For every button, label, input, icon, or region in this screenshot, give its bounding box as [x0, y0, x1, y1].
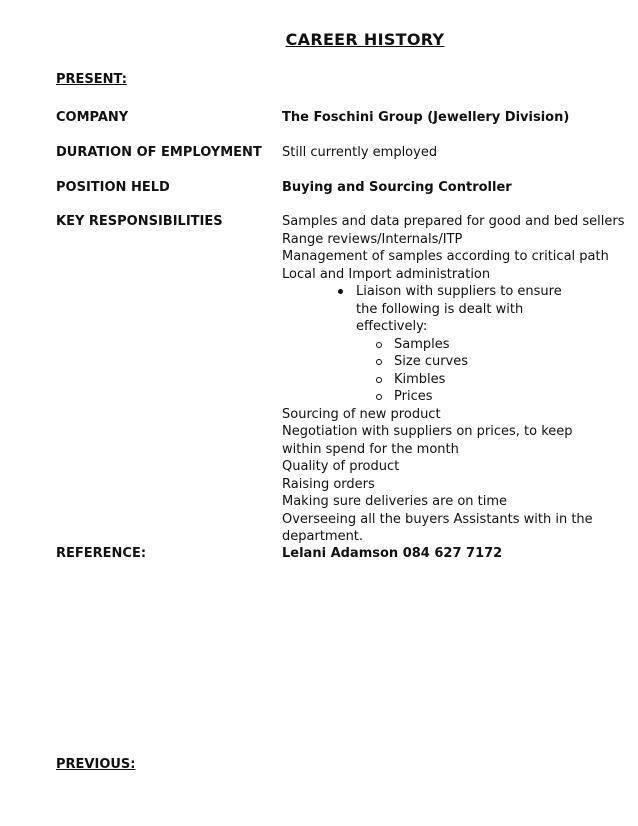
sub-item-text: Size curves: [394, 354, 469, 369]
responsibility-item: Local and Import administration: [282, 266, 491, 282]
sub-item: [374, 388, 602, 406]
reference-label: REFERENCE:: [56, 546, 147, 561]
bullet-dot-icon: [338, 289, 343, 294]
responsibility-item: Quality of product: [282, 459, 400, 474]
sub-item: [374, 336, 602, 354]
responsibility-item: Sourcing of new product: [282, 406, 441, 422]
responsibility-item: Management of samples according to critical path: [282, 249, 609, 264]
bullet-text: Liaison with suppliers to ensure the following is dealt with effectively:: [356, 284, 562, 334]
bullet-item: [338, 283, 586, 336]
position-value: Buying and Sourcing Controller: [282, 180, 512, 195]
sub-item-text: Kimbles: [394, 371, 446, 387]
circle-bullet-icon: [376, 342, 382, 348]
page-title: CAREER HISTORY: [285, 30, 445, 49]
circle-bullet-icon: [376, 359, 382, 365]
responsibility-item: Making sure deliveries are on time: [282, 494, 508, 509]
duration-label: DURATION OF EMPLOYMENT: [56, 145, 262, 160]
responsibility-item: Range reviews/Internals/ITP: [282, 231, 463, 247]
previous-heading: PREVIOUS:: [56, 757, 136, 772]
company-label: COMPANY: [56, 110, 129, 125]
present-heading: PRESENT:: [56, 72, 127, 87]
circle-bullet-icon: [376, 394, 382, 400]
responsibility-item: Overseeing all the buyers Assistants with in the department.: [282, 511, 593, 544]
duration-value: Still currently employed: [282, 145, 438, 160]
company-value: The Foschini Group (Jewellery Division): [282, 110, 570, 125]
sub-item-text: Samples: [394, 336, 450, 352]
responsibilities-label: KEY RESPONSIBILITIES: [56, 214, 223, 229]
responsibility-item: Raising orders: [282, 476, 375, 492]
position-label: POSITION HELD: [56, 180, 170, 195]
sub-item: [374, 353, 602, 371]
circle-bullet-icon: [376, 377, 382, 383]
sub-item: [374, 371, 602, 389]
reference-value: Lelani Adamson 084 627 7172: [282, 546, 503, 561]
sub-item-text: Prices: [394, 389, 433, 404]
responsibility-item: Negotiation with suppliers on prices, to keep within spend for the month: [282, 424, 573, 457]
responsibility-item: Samples and data prepared for good and bed sellers: [282, 214, 625, 229]
responsibilities-list: [282, 213, 625, 546]
